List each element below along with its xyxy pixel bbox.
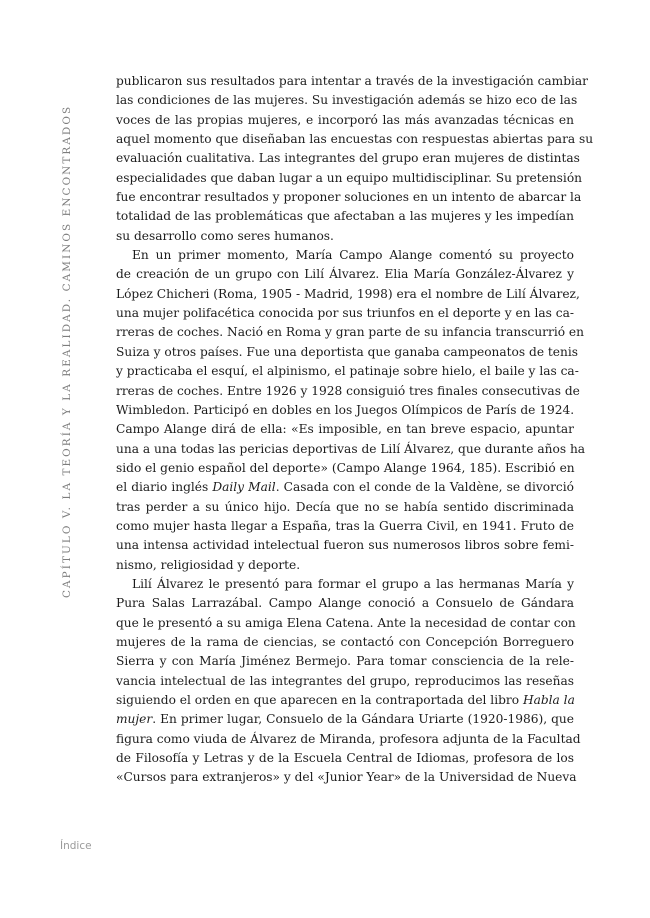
text-line: En un primer momento, María Campo Alange comentó su proyecto (132, 248, 574, 263)
text-line: totalidad de las problemáticas que afectaban a las mujeres y les impedían (116, 209, 574, 224)
text-line: tras perder a su único hijo. Decía que no se había sentido discriminada (116, 499, 574, 514)
text-line: voces de las propias mujeres, e incorporó las más avanzadas técnicas en (116, 112, 574, 127)
text-line: Suiza y otros países. Fue una deportista que ganaba campeonatos de tenis (116, 344, 579, 359)
text-line: sido el genio español del deporte» (Campo Alange 1964, 185). Escribió en (116, 460, 575, 475)
italic-title: Habla la (522, 693, 575, 707)
text-line: siguiendo el orden en que aparecen en la contraportada del libro Habla la (116, 693, 575, 707)
index-link[interactable]: Índice (60, 840, 92, 852)
text-line: las condiciones de las mujeres. Su investigación además se hizo eco de las (116, 93, 578, 108)
body-text (116, 72, 594, 788)
text-line: fue encontrar resultados y proponer soluciones en un intento de abarcar la (116, 190, 582, 205)
text-line: que le presentó a su amiga Elena Catena. Ante la necesidad de contar con (116, 615, 576, 630)
text-line: publicaron sus resultados para intentar a través de la investigación cambiar (116, 74, 589, 88)
text-line: Lilí Álvarez le presentó para formar el grupo a las hermanas María y (132, 576, 574, 591)
italic-title: Daily Mail (212, 480, 276, 495)
text-line: de creación de un grupo con Lilí Álvarez. Elia María González-Álvarez y (116, 267, 574, 282)
text-line: evaluación cualitativa. Las integrantes del grupo eran mujeres de distintas (116, 151, 580, 166)
italic-title: mujer (116, 712, 153, 727)
text-line: Campo Alange dirá de ella: «Es imposible, en tan breve espacio, apuntar (116, 422, 574, 437)
text-line: y practicaba el esquí, el alpinismo, el patinaje sobre hielo, el baile y las ca- (116, 364, 579, 379)
text-line: rreras de coches. Entre 1926 y 1928 consiguió tres finales consecutivas de (116, 383, 580, 398)
text-line: aquel momento que diseñaban las encuestas con respuestas abiertas para su (116, 132, 594, 147)
text-line: nismo, religiosidad y deporte. (116, 557, 301, 572)
text-line: Pura Salas Larrazábal. Campo Alange conoció a Consuelo de Gándara (116, 596, 574, 611)
text-line: vancia intelectual de las integrantes del grupo, reproducimos las reseñas (116, 673, 574, 688)
text-line: una a una todas las pericias deportivas de Lilí Álvarez, que durante años ha (116, 441, 586, 456)
text-line: Wimbledon. Participó en dobles en los Juegos Olímpicos de París de 1924. (116, 402, 575, 417)
text-line: rreras de coches. Nació en Roma y gran parte de su infancia transcurrió en (116, 325, 584, 340)
text-line: Sierra y con María Jiménez Bermejo. Para tomar consciencia de la rele- (116, 654, 574, 669)
text-line: mujer. En primer lugar, Consuelo de la Gándara Uriarte (1920-1986), que (116, 712, 574, 727)
text-line: figura como viuda de Álvarez de Miranda, profesora adjunta de la Facultad (116, 731, 581, 746)
text-line: su desarrollo como seres humanos. (116, 228, 334, 243)
text-line: una mujer polifacética conocida por sus triunfos en el deporte y en las ca- (116, 306, 574, 321)
text-line: de Filosofía y Letras y de la Escuela Central de Idiomas, profesora de los (116, 751, 574, 766)
text-line: López Chicheri (Roma, 1905 - Madrid, 1998) era el nombre de Lilí Álvarez, (116, 286, 580, 301)
text-line: el diario inglés Daily Mail. Casada con el conde de la Valdène, se divorció (116, 480, 574, 495)
text-line: «Cursos para extranjeros» y del «Junior Year» de la Universidad de Nueva (116, 770, 577, 785)
text-line: especialidades que daban lugar a un equipo multidisciplinar. Su pretensión (116, 170, 583, 185)
text-line: una intensa actividad intelectual fueron sus numerosos libros sobre femi- (116, 538, 574, 553)
text-line: como mujer hasta llegar a España, tras la Guerra Civil, en 1941. Fruto de (116, 518, 574, 533)
text-line: mujeres de la rama de ciencias, se contactó con Concepción Borreguero (116, 634, 574, 649)
running-chapter-header: CAPÍTULO V. LA TEORÍA Y LA REALIDAD. CAMINOS ENCONTRADOS (61, 104, 73, 598)
